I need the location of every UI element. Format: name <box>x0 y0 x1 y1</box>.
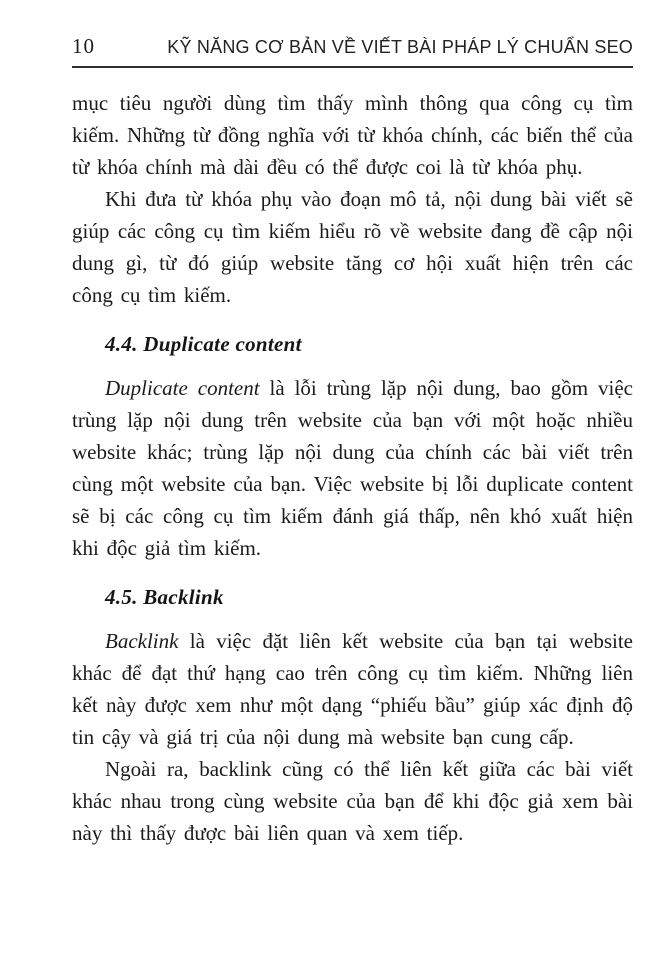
italic-term-backlink: Backlink <box>105 629 179 653</box>
paragraph-backlink-text: là việc đặt liên kết website của bạn tại website khác để đạt thứ hạng cao trên công cụ tìm kiếm. Những liên kết này được xem như một dạng “phiếu bầu” giúp xác định độ tin cậy và giá trị của nội dung mà website bạn cung cấp. <box>72 629 633 749</box>
italic-term-duplicate-content: Duplicate content <box>105 376 260 400</box>
paragraph-keyword-continuation: mục tiêu người dùng tìm thấy mình thông qua công cụ tìm kiếm. Những từ đồng nghĩa với từ khóa chính, các biến thể của từ khóa chính mà dài đều có thể được coi là từ khóa phụ. <box>72 91 633 179</box>
running-title: KỸ NĂNG CƠ BẢN VỀ VIẾT BÀI PHÁP LÝ CHUẨN SEO <box>167 37 633 57</box>
page-header <box>72 34 633 68</box>
page-body <box>72 87 633 849</box>
section-heading-4-4-duplicate-content: 4.4. Duplicate content <box>105 332 302 356</box>
paragraph-backlink <box>72 625 633 753</box>
page-number: 10 <box>72 34 95 58</box>
paragraph-secondary-keywords: Khi đưa từ khóa phụ vào đoạn mô tả, nội dung bài viết sẽ giúp các công cụ tìm kiếm hiểu rõ về website đang đề cập nội dung gì, từ đó giúp website tăng cơ hội xuất hiện trên các công cụ tìm kiếm. <box>72 187 633 307</box>
paragraph-backlink-related-articles: Ngoài ra, backlink cũng có thể liên kết giữa các bài viết khác nhau trong cùng website của bạn để khi độc giả xem bài này thì thấy được bài liên quan và xem tiếp. <box>72 757 633 845</box>
section-heading-4-5-backlink: 4.5. Backlink <box>105 585 224 609</box>
paragraph-duplicate-content <box>72 372 633 564</box>
paragraph-duplicate-content-text: là lỗi trùng lặp nội dung, bao gồm việc trùng lặp nội dung trên website của bạn với một hoặc nhiều website khác; trùng lặp nội dung của chính các bài viết trên cùng một website của bạn. Việc website bị lỗi duplicate content sẽ bị các công cụ tìm kiếm đánh giá thấp, nên khó xuất hiện khi độc giả tìm kiếm. <box>72 376 633 560</box>
